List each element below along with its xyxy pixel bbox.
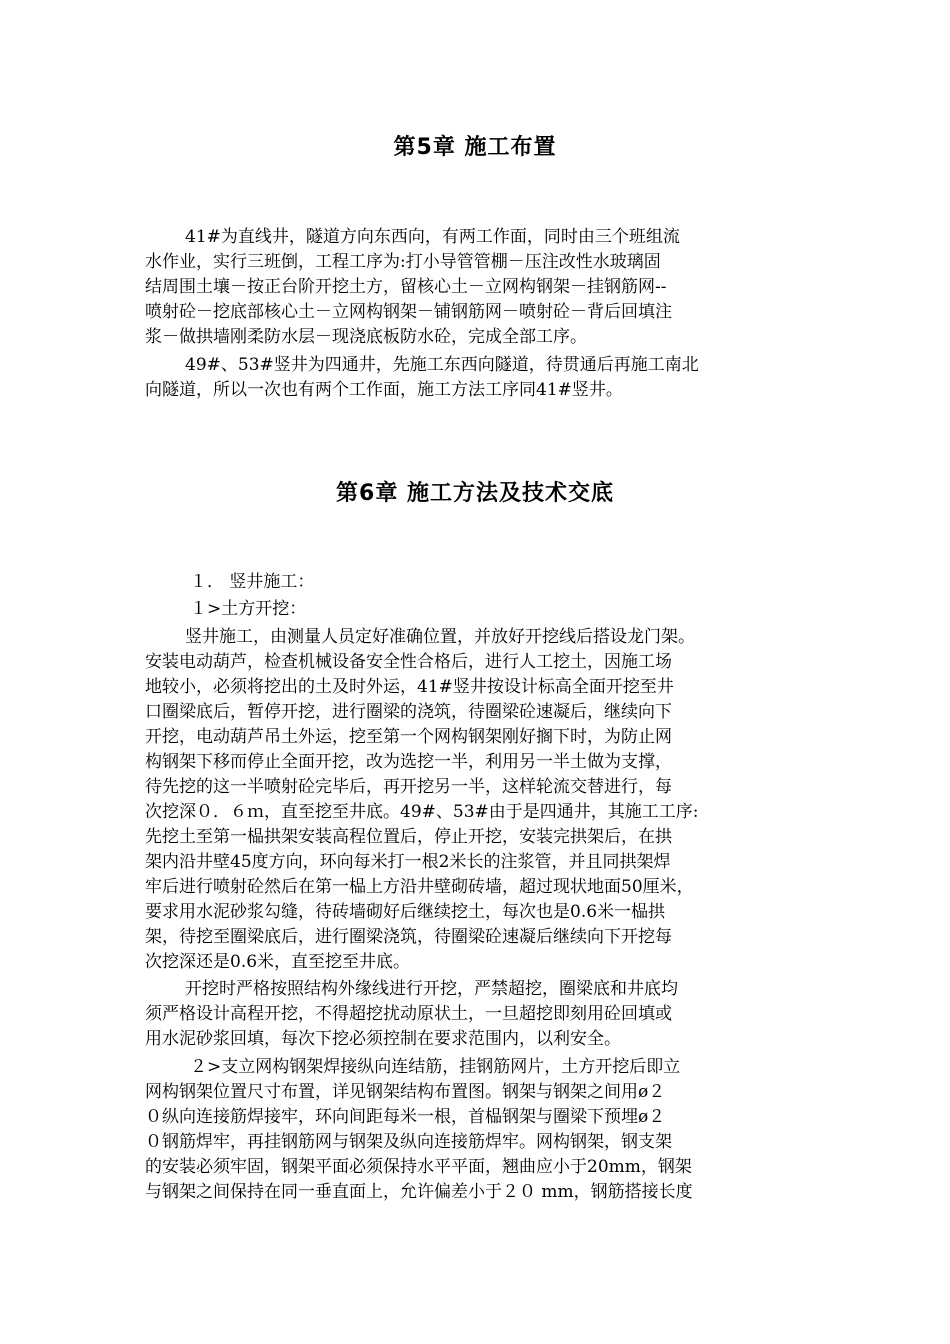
text-line: 喷射砼－挖底部核心土－立网构钢架－铺钢筋网－喷射砼－背后回填注 xyxy=(145,302,672,322)
text-line: 要求用水泥砂浆勾缝，待砖墙砌好后继续挖土，每次也是0.6米一榀拱 xyxy=(145,902,666,922)
text-line: 用水泥砂浆回填，每次下挖必须控制在要求范围内，以利安全。 xyxy=(145,1029,621,1049)
text-line: 与钢架之间保持在同一垂直面上，允许偏差小于２０ mm，钢筋搭接长度 xyxy=(145,1182,693,1202)
ch6-paragraph-3 xyxy=(145,1055,817,1205)
text-line: 结周围土壤－按正台阶开挖土方，留核心土－立网构钢架－挂钢筋网-- xyxy=(145,277,667,297)
text-line: 浆－做拱墙刚柔防水层－现浇底板防水砼，完成全部工序。 xyxy=(145,327,587,347)
text-line: 牢后进行喷射砼然后在第一榀上方沿井壁砌砖墙，超过现状地面50厘米， xyxy=(145,877,694,897)
text-line: 先挖土至第一榀拱架安装高程位置后，停止开挖，安装完拱架后，在拱 xyxy=(145,827,672,847)
text-line: 口圈梁底后，暂停开挖，进行圈梁的浇筑，待圈梁砼速凝后，继续向下 xyxy=(145,702,672,722)
text-line: 41#为直线井，隧道方向东西向，有两工作面，同时由三个班组流 xyxy=(185,227,680,247)
ch5-paragraph-2 xyxy=(145,353,817,403)
text-line: 向隧道，所以一次也有两个工作面，施工方法工序同41#竖井。 xyxy=(145,380,623,400)
subsection-heading-1 xyxy=(145,597,817,622)
text-line: ０纵向连接筋焊接牢，环向间距每米一根，首榀钢架与圈梁下预埋ø２ xyxy=(145,1107,666,1127)
text-line: 次挖深还是0.6米，直至挖至井底。 xyxy=(145,952,411,972)
text-line: 次挖深０．６ｍ，直至挖至井底。49#、53#由于是四通井，其施工工序: xyxy=(145,802,699,822)
section-heading-text: １． 竖井施工： xyxy=(190,572,315,592)
text-line: 网构钢架位置尺寸布置，详见钢架结构布置图。钢架与钢架之间用ø２ xyxy=(145,1082,666,1102)
text-line: 地较小，必须将挖出的土及时外运，41#竖井按设计标高全面开挖至井 xyxy=(145,677,674,697)
text-line: 水作业，实行三班倒，工程工序为:打小导管管棚－压注改性水玻璃固 xyxy=(145,252,661,272)
ch5-paragraph-1 xyxy=(145,225,817,350)
subsection-heading-text: １>土方开挖： xyxy=(190,599,307,619)
text-line: 竖井施工，由测量人员定好准确位置，并放好开挖线后搭设龙门架。 xyxy=(185,627,695,647)
text-line: 构钢架下移而停止全面开挖，改为选挖一半，利用另一半土做为支撑， xyxy=(145,752,672,772)
chapter-6-title: 第6章 施工方法及技术交底 xyxy=(336,481,614,506)
ch6-paragraph-1 xyxy=(145,625,817,975)
text-line: 须严格设计高程开挖，不得超挖扰动原状土，一旦超挖即刻用砼回填或 xyxy=(145,1004,672,1024)
text-line: 安装电动葫芦，检查机械设备安全性合格后，进行人工挖土，因施工场 xyxy=(145,652,672,672)
text-line: 的安装必须牢固，钢架平面必须保持水平平面，翘曲应小于20mm，钢架 xyxy=(145,1157,692,1177)
text-line: 待先挖的这一半喷射砼完毕后，再开挖另一半，这样轮流交替进行，每 xyxy=(145,777,672,797)
text-line: ０钢筋焊牢，再挂钢筋网与钢架及纵向连接筋焊牢。网构钢架，钢支架 xyxy=(145,1132,672,1152)
text-line: ２>支立网构钢架焊接纵向连结筋，挂钢筋网片，土方开挖后即立 xyxy=(190,1057,681,1077)
chapter-5-title: 第5章 施工布置 xyxy=(393,135,557,160)
text-line: 开挖时严格按照结构外缘线进行开挖，严禁超挖，圈梁底和井底均 xyxy=(185,979,678,999)
text-line: 开挖，电动葫芦吊土外运，挖至第一个网构钢架刚好搁下时，为防止网 xyxy=(145,727,672,747)
text-line: 架内沿井壁45度方向，环向每米打一根2米长的注浆管，并且同拱架焊 xyxy=(145,852,671,872)
ch6-paragraph-2 xyxy=(145,977,817,1052)
text-line: 架，待挖至圈梁底后，进行圈梁浇筑，待圈梁砼速凝后继续向下开挖每 xyxy=(145,927,672,947)
text-line: 49#、53#竖井为四通井，先施工东西向隧道，待贯通后再施工南北 xyxy=(185,355,699,375)
section-heading xyxy=(145,570,817,595)
